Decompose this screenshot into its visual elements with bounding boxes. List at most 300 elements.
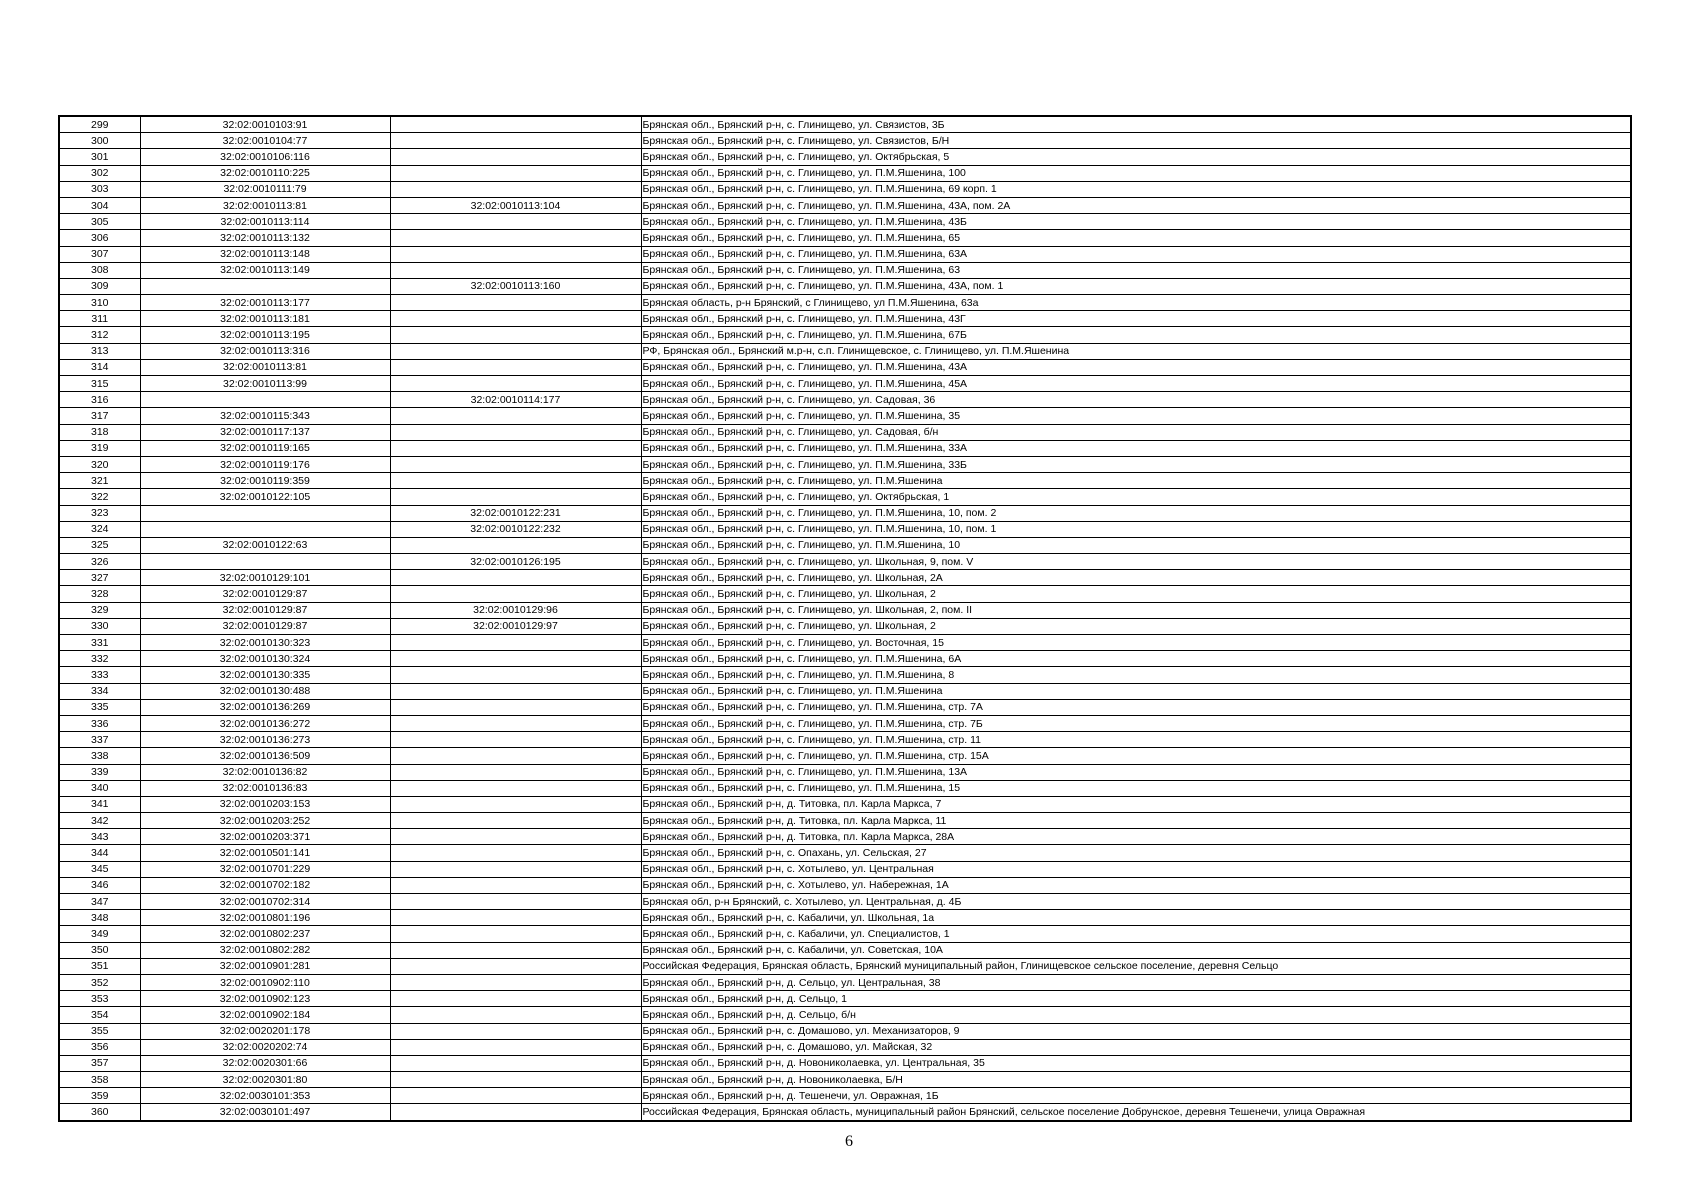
address: Брянская обл., Брянский р-н, с. Глинищево, ул. Садовая, 36	[641, 392, 1631, 408]
address: Брянская обл., Брянский р-н, д. Сельцо, ул. Центральная, 38	[641, 974, 1631, 990]
related-cadastral-number	[390, 780, 641, 796]
table-row	[59, 829, 1631, 845]
address: Брянская обл., Брянский р-н, с. Глинищево, ул. П.М.Яшенина, 43А	[641, 359, 1631, 375]
address: Брянская обл., Брянский р-н, с. Глинищево, ул. Октябрьская, 5	[641, 149, 1631, 165]
address: Брянская обл., Брянский р-н, с. Глинищево, ул. П.М.Яшенина, 33А	[641, 440, 1631, 456]
related-cadastral-number	[390, 537, 641, 553]
address: Брянская обл., Брянский р-н, д. Тешенечи, ул. Овражная, 1Б	[641, 1088, 1631, 1104]
table-row	[59, 813, 1631, 829]
table-row	[59, 262, 1631, 278]
cadastral-number: 32:02:0010701:229	[140, 861, 390, 877]
address: Брянская обл., Брянский р-н, с. Глинищево, ул. П.М.Яшенина, 45А	[641, 376, 1631, 392]
row-number: 329	[59, 602, 140, 618]
table-row	[59, 1023, 1631, 1039]
cadastral-number: 32:02:0010203:252	[140, 813, 390, 829]
row-number: 360	[59, 1104, 140, 1121]
cadastral-number: 32:02:0010113:81	[140, 197, 390, 213]
table-row	[59, 473, 1631, 489]
cadastral-number: 32:02:0010902:110	[140, 974, 390, 990]
table-row	[59, 910, 1631, 926]
related-cadastral-number	[390, 796, 641, 812]
related-cadastral-number	[390, 1088, 641, 1104]
related-cadastral-number	[390, 262, 641, 278]
cadastral-number: 32:02:0010136:272	[140, 715, 390, 731]
table-row	[59, 764, 1631, 780]
cadastral-number: 32:02:0010106:116	[140, 149, 390, 165]
table-row	[59, 1072, 1631, 1088]
table-row	[59, 894, 1631, 910]
address: Брянская обл, р-н Брянский, с. Хотылево, ул. Центральная, д. 4Б	[641, 894, 1631, 910]
cadastral-number: 32:02:0010119:165	[140, 440, 390, 456]
address: Брянская обл., Брянский р-н, с. Глинищево, ул. П.М.Яшенина, 8	[641, 667, 1631, 683]
address: Брянская обл., Брянский р-н, с. Глинищево, ул. П.М.Яшенина, 13А	[641, 764, 1631, 780]
address: Брянская обл., Брянский р-н, с. Домашово, ул. Механизаторов, 9	[641, 1023, 1631, 1039]
related-cadastral-number	[390, 1104, 641, 1121]
cadastral-number: 32:02:0020301:66	[140, 1055, 390, 1071]
related-cadastral-number	[390, 424, 641, 440]
table-row	[59, 1088, 1631, 1104]
related-cadastral-number	[390, 926, 641, 942]
related-cadastral-number	[390, 910, 641, 926]
related-cadastral-number	[390, 586, 641, 602]
row-number: 347	[59, 894, 140, 910]
related-cadastral-number	[390, 1007, 641, 1023]
related-cadastral-number	[390, 214, 641, 230]
table-row	[59, 278, 1631, 294]
row-number: 326	[59, 554, 140, 570]
row-number: 334	[59, 683, 140, 699]
address: Брянская обл., Брянский р-н, с. Кабаличи, ул. Советская, 10А	[641, 942, 1631, 958]
cadastral-number: 32:02:0010113:195	[140, 327, 390, 343]
related-cadastral-number	[390, 149, 641, 165]
cadastral-number: 32:02:0010136:82	[140, 764, 390, 780]
row-number: 327	[59, 570, 140, 586]
cadastral-number: 32:02:0010801:196	[140, 910, 390, 926]
table-row	[59, 343, 1631, 359]
cadastral-number: 32:02:0010802:237	[140, 926, 390, 942]
table-row	[59, 456, 1631, 472]
address: Брянская обл., Брянский р-н, с. Кабаличи, ул. Специалистов, 1	[641, 926, 1631, 942]
cadastral-number: 32:02:0010130:335	[140, 667, 390, 683]
address: Брянская обл., Брянский р-н, с. Хотылево, ул. Набережная, 1А	[641, 877, 1631, 893]
related-cadastral-number	[390, 230, 641, 246]
related-cadastral-number	[390, 133, 641, 149]
cadastral-number: 32:02:0020201:178	[140, 1023, 390, 1039]
table-row	[59, 796, 1631, 812]
table-row	[59, 991, 1631, 1007]
row-number: 346	[59, 877, 140, 893]
row-number: 355	[59, 1023, 140, 1039]
table-row	[59, 521, 1631, 537]
row-number: 304	[59, 197, 140, 213]
cadastral-number: 32:02:0010702:182	[140, 877, 390, 893]
row-number: 333	[59, 667, 140, 683]
address: Российская Федерация, Брянская область, Брянский муниципальный район, Глинищевское сельское поселение, деревня Сельцо	[641, 958, 1631, 974]
table-row	[59, 505, 1631, 521]
table-row	[59, 376, 1631, 392]
row-number: 325	[59, 537, 140, 553]
related-cadastral-number	[390, 489, 641, 505]
row-number: 356	[59, 1039, 140, 1055]
cadastral-number: 32:02:0010136:269	[140, 699, 390, 715]
related-cadastral-number: 32:02:0010126:195	[390, 554, 641, 570]
related-cadastral-number	[390, 942, 641, 958]
table-row	[59, 570, 1631, 586]
address: Брянская обл., Брянский р-н, с. Глинищево, ул. П.М.Яшенина, 43Б	[641, 214, 1631, 230]
row-number: 340	[59, 780, 140, 796]
row-number: 345	[59, 861, 140, 877]
related-cadastral-number	[390, 376, 641, 392]
table-row	[59, 214, 1631, 230]
cadastral-number	[140, 554, 390, 570]
related-cadastral-number	[390, 1055, 641, 1071]
table-row	[59, 1104, 1631, 1121]
cadastral-number: 32:02:0010113:132	[140, 230, 390, 246]
row-number: 315	[59, 376, 140, 392]
table-row	[59, 392, 1631, 408]
related-cadastral-number	[390, 732, 641, 748]
address: Брянская обл., Брянский р-н, д. Сельцо, б/н	[641, 1007, 1631, 1023]
row-number: 352	[59, 974, 140, 990]
register-table-body	[59, 116, 1631, 1121]
address: Брянская обл., Брянский р-н, с. Глинищево, ул. П.М.Яшенина, 10	[641, 537, 1631, 553]
table-row	[59, 1007, 1631, 1023]
related-cadastral-number	[390, 715, 641, 731]
address: Брянская обл., Брянский р-н, с. Глинищево, ул. П.М.Яшенина, 6А	[641, 651, 1631, 667]
row-number: 322	[59, 489, 140, 505]
address: Брянская обл., Брянский р-н, с. Глинищево, ул. П.М.Яшенина, стр. 7А	[641, 699, 1631, 715]
related-cadastral-number	[390, 181, 641, 197]
row-number: 341	[59, 796, 140, 812]
table-row	[59, 537, 1631, 553]
cadastral-number	[140, 521, 390, 537]
table-row	[59, 408, 1631, 424]
table-row	[59, 780, 1631, 796]
related-cadastral-number	[390, 246, 641, 262]
related-cadastral-number	[390, 829, 641, 845]
row-number: 309	[59, 278, 140, 294]
cadastral-number: 32:02:0010113:99	[140, 376, 390, 392]
address: Брянская обл., Брянский р-н, с. Глинищево, ул. П.М.Яшенина, 43А, пом. 2А	[641, 197, 1631, 213]
table-row	[59, 181, 1631, 197]
table-row	[59, 1039, 1631, 1055]
address: Брянская обл., Брянский р-н, с. Домашово, ул. Майская, 32	[641, 1039, 1631, 1055]
cadastral-number: 32:02:0010129:87	[140, 586, 390, 602]
table-row	[59, 554, 1631, 570]
row-number: 332	[59, 651, 140, 667]
table-row	[59, 683, 1631, 699]
cadastral-number: 32:02:0010113:114	[140, 214, 390, 230]
address: Брянская обл., Брянский р-н, с. Хотылево, ул. Центральная	[641, 861, 1631, 877]
cadastral-number: 32:02:0010702:314	[140, 894, 390, 910]
table-row	[59, 327, 1631, 343]
cadastral-number: 32:02:0010113:148	[140, 246, 390, 262]
related-cadastral-number	[390, 748, 641, 764]
row-number: 320	[59, 456, 140, 472]
row-number: 338	[59, 748, 140, 764]
address: Брянская обл., Брянский р-н, с. Глинищево, ул. П.М.Яшенина, 69 корп. 1	[641, 181, 1631, 197]
cadastral-number: 32:02:0010130:323	[140, 635, 390, 651]
row-number: 312	[59, 327, 140, 343]
related-cadastral-number	[390, 958, 641, 974]
row-number: 330	[59, 618, 140, 634]
address: Брянская обл., Брянский р-н, д. Титовка, пл. Карла Маркса, 7	[641, 796, 1631, 812]
table-row	[59, 311, 1631, 327]
address: Брянская обл., Брянский р-н, с. Глинищево, ул. П.М.Яшенина, 15	[641, 780, 1631, 796]
cadastral-number: 32:02:0010129:87	[140, 618, 390, 634]
related-cadastral-number	[390, 570, 641, 586]
row-number: 308	[59, 262, 140, 278]
row-number: 328	[59, 586, 140, 602]
table-row	[59, 295, 1631, 311]
row-number: 331	[59, 635, 140, 651]
related-cadastral-number	[390, 343, 641, 359]
row-number: 354	[59, 1007, 140, 1023]
row-number: 353	[59, 991, 140, 1007]
cadastral-number: 32:02:0010103:91	[140, 116, 390, 133]
address: Брянская обл., Брянский р-н, с. Глинищево, ул. П.М.Яшенина, 67Б	[641, 327, 1631, 343]
row-number: 335	[59, 699, 140, 715]
row-number: 310	[59, 295, 140, 311]
table-row	[59, 667, 1631, 683]
address: Брянская обл., Брянский р-н, с. Глинищево, ул. Восточная, 15	[641, 635, 1631, 651]
related-cadastral-number	[390, 764, 641, 780]
related-cadastral-number	[390, 845, 641, 861]
related-cadastral-number	[390, 991, 641, 1007]
address: Брянская обл., Брянский р-н, с. Глинищево, ул. Связистов, 3Б	[641, 116, 1631, 133]
row-number: 348	[59, 910, 140, 926]
related-cadastral-number	[390, 295, 641, 311]
cadastral-number: 32:02:0010203:371	[140, 829, 390, 845]
cadastral-number: 32:02:0010129:101	[140, 570, 390, 586]
address: Брянская обл., Брянский р-н, с. Глинищево, ул. Школьная, 2	[641, 586, 1631, 602]
row-number: 324	[59, 521, 140, 537]
related-cadastral-number	[390, 473, 641, 489]
row-number: 300	[59, 133, 140, 149]
address: Брянская обл., Брянский р-н, с. Глинищево, ул. П.М.Яшенина	[641, 683, 1631, 699]
related-cadastral-number: 32:02:0010129:97	[390, 618, 641, 634]
table-row	[59, 230, 1631, 246]
table-row	[59, 926, 1631, 942]
row-number: 337	[59, 732, 140, 748]
table-row	[59, 440, 1631, 456]
address: Брянская обл., Брянский р-н, с. Глинищево, ул. П.М.Яшенина, 43Г	[641, 311, 1631, 327]
row-number: 321	[59, 473, 140, 489]
table-row	[59, 116, 1631, 133]
table-row	[59, 602, 1631, 618]
related-cadastral-number	[390, 651, 641, 667]
table-row	[59, 1055, 1631, 1071]
cadastral-number: 32:02:0010113:177	[140, 295, 390, 311]
related-cadastral-number	[390, 1023, 641, 1039]
related-cadastral-number	[390, 974, 641, 990]
cadastral-number	[140, 278, 390, 294]
address: Брянская обл., Брянский р-н, с. Глинищево, ул. П.М.Яшенина	[641, 473, 1631, 489]
address: Брянская обл., Брянский р-н, с. Глинищево, ул. П.М.Яшенина, 63	[641, 262, 1631, 278]
address: Брянская обл., Брянский р-н, с. Глинищево, ул. Школьная, 2	[641, 618, 1631, 634]
table-row	[59, 359, 1631, 375]
row-number: 343	[59, 829, 140, 845]
row-number: 344	[59, 845, 140, 861]
related-cadastral-number: 32:02:0010122:231	[390, 505, 641, 521]
table-row	[59, 586, 1631, 602]
row-number: 301	[59, 149, 140, 165]
row-number: 339	[59, 764, 140, 780]
address: Брянская обл., Брянский р-н, с. Глинищево, ул. Садовая, б/н	[641, 424, 1631, 440]
cadastral-number: 32:02:0010136:273	[140, 732, 390, 748]
related-cadastral-number	[390, 311, 641, 327]
address: Брянская обл., Брянский р-н, с. Глинищево, ул. Школьная, 2А	[641, 570, 1631, 586]
cadastral-number: 32:02:0010901:281	[140, 958, 390, 974]
row-number: 307	[59, 246, 140, 262]
address: Брянская обл., Брянский р-н, д. Новониколаевка, ул. Центральная, 35	[641, 1055, 1631, 1071]
address: Брянская обл., Брянский р-н, с. Глинищево, ул. П.М.Яшенина, стр. 15А	[641, 748, 1631, 764]
cadastral-number: 32:02:0010111:79	[140, 181, 390, 197]
address: Брянская обл., Брянский р-н, с. Глинищево, ул. П.М.Яшенина, 33Б	[641, 456, 1631, 472]
row-number: 318	[59, 424, 140, 440]
address: Брянская обл., Брянский р-н, с. Глинищево, ул. П.М.Яшенина, 100	[641, 165, 1631, 181]
address: Брянская область, р-н Брянский, с Глинищево, ул П.М.Яшенина, 63а	[641, 295, 1631, 311]
cadastral-number: 32:02:0010130:324	[140, 651, 390, 667]
cadastral-number: 32:02:0010117:137	[140, 424, 390, 440]
related-cadastral-number: 32:02:0010122:232	[390, 521, 641, 537]
address: Брянская обл., Брянский р-н, с. Глинищево, ул. Октябрьская, 1	[641, 489, 1631, 505]
row-number: 306	[59, 230, 140, 246]
table-row	[59, 942, 1631, 958]
cadastral-number: 32:02:0010501:141	[140, 845, 390, 861]
related-cadastral-number	[390, 327, 641, 343]
address: Брянская обл., Брянский р-н, с. Глинищево, ул. П.М.Яшенина, стр. 11	[641, 732, 1631, 748]
cadastral-number: 32:02:0010802:282	[140, 942, 390, 958]
address: Брянская обл., Брянский р-н, д. Новониколаевка, Б/Н	[641, 1072, 1631, 1088]
address: РФ, Брянская обл., Брянский м.р-н, с.п. Глинищевское, с. Глинищево, ул. П.М.Яшенина	[641, 343, 1631, 359]
table-row	[59, 635, 1631, 651]
row-number: 303	[59, 181, 140, 197]
address: Брянская обл., Брянский р-н, с. Глинищево, ул. Школьная, 9, пом. V	[641, 554, 1631, 570]
cadastral-number: 32:02:0010136:83	[140, 780, 390, 796]
related-cadastral-number	[390, 813, 641, 829]
related-cadastral-number	[390, 635, 641, 651]
row-number: 316	[59, 392, 140, 408]
row-number: 357	[59, 1055, 140, 1071]
row-number: 317	[59, 408, 140, 424]
related-cadastral-number	[390, 440, 641, 456]
table-row	[59, 149, 1631, 165]
address: Российская Федерация, Брянская область, муниципальный район Брянский, сельское поселение Добрунское, деревня Тешенечи, улица Овражная	[641, 1104, 1631, 1121]
cadastral-number: 32:02:0020301:80	[140, 1072, 390, 1088]
table-row	[59, 197, 1631, 213]
row-number: 319	[59, 440, 140, 456]
cadastral-number: 32:02:0010122:63	[140, 537, 390, 553]
table-row	[59, 974, 1631, 990]
cadastral-number: 32:02:0010119:176	[140, 456, 390, 472]
table-row	[59, 618, 1631, 634]
table-row	[59, 732, 1631, 748]
cadastral-number: 32:02:0010104:77	[140, 133, 390, 149]
address: Брянская обл., Брянский р-н, с. Глинищево, ул. П.М.Яшенина, стр. 7Б	[641, 715, 1631, 731]
table-row	[59, 861, 1631, 877]
address: Брянская обл., Брянский р-н, д. Титовка, пл. Карла Маркса, 28А	[641, 829, 1631, 845]
table-row	[59, 246, 1631, 262]
cadastral-number: 32:02:0010122:105	[140, 489, 390, 505]
table-row	[59, 651, 1631, 667]
related-cadastral-number	[390, 456, 641, 472]
related-cadastral-number: 32:02:0010114:177	[390, 392, 641, 408]
table-row	[59, 877, 1631, 893]
address: Брянская обл., Брянский р-н, с. Глинищево, ул. П.М.Яшенина, 43А, пом. 1	[641, 278, 1631, 294]
address: Брянская обл., Брянский р-н, с. Глинищево, ул. П.М.Яшенина, 10, пом. 1	[641, 521, 1631, 537]
row-number: 351	[59, 958, 140, 974]
address: Брянская обл., Брянский р-н, с. Опахань, ул. Сельская, 27	[641, 845, 1631, 861]
table-row	[59, 489, 1631, 505]
related-cadastral-number	[390, 359, 641, 375]
table-row	[59, 748, 1631, 764]
cadastral-number: 32:02:0010129:87	[140, 602, 390, 618]
cadastral-number	[140, 392, 390, 408]
table-row	[59, 715, 1631, 731]
related-cadastral-number	[390, 667, 641, 683]
related-cadastral-number	[390, 165, 641, 181]
row-number: 305	[59, 214, 140, 230]
row-number: 359	[59, 1088, 140, 1104]
cadastral-number: 32:02:0020202:74	[140, 1039, 390, 1055]
cadastral-number: 32:02:0010130:488	[140, 683, 390, 699]
related-cadastral-number	[390, 116, 641, 133]
address: Брянская обл., Брянский р-н, с. Глинищево, ул. П.М.Яшенина, 63А	[641, 246, 1631, 262]
related-cadastral-number	[390, 861, 641, 877]
table-row	[59, 845, 1631, 861]
row-number: 342	[59, 813, 140, 829]
address: Брянская обл., Брянский р-н, с. Глинищево, ул. Связистов, Б/Н	[641, 133, 1631, 149]
register-table	[58, 115, 1632, 1122]
row-number: 311	[59, 311, 140, 327]
table-row	[59, 165, 1631, 181]
cadastral-number: 32:02:0010113:316	[140, 343, 390, 359]
page-number: 6	[845, 1133, 853, 1150]
row-number: 358	[59, 1072, 140, 1088]
address: Брянская обл., Брянский р-н, с. Глинищево, ул. П.М.Яшенина, 10, пом. 2	[641, 505, 1631, 521]
cadastral-number: 32:02:0010113:181	[140, 311, 390, 327]
related-cadastral-number	[390, 408, 641, 424]
address: Брянская обл., Брянский р-н, с. Глинищево, ул. Школьная, 2, пом. II	[641, 602, 1631, 618]
address: Брянская обл., Брянский р-н, с. Глинищево, ул. П.М.Яшенина, 35	[641, 408, 1631, 424]
address: Брянская обл., Брянский р-н, д. Титовка, пл. Карла Маркса, 11	[641, 813, 1631, 829]
row-number: 350	[59, 942, 140, 958]
address: Брянская обл., Брянский р-н, д. Сельцо, 1	[641, 991, 1631, 1007]
cadastral-number: 32:02:0010113:149	[140, 262, 390, 278]
address: Брянская обл., Брянский р-н, с. Глинищево, ул. П.М.Яшенина, 65	[641, 230, 1631, 246]
cadastral-number: 32:02:0010113:81	[140, 359, 390, 375]
row-number: 336	[59, 715, 140, 731]
related-cadastral-number: 32:02:0010129:96	[390, 602, 641, 618]
related-cadastral-number	[390, 699, 641, 715]
cadastral-number: 32:02:0010110:225	[140, 165, 390, 181]
cadastral-number: 32:02:0030101:497	[140, 1104, 390, 1121]
related-cadastral-number: 32:02:0010113:160	[390, 278, 641, 294]
cadastral-number: 32:02:0010136:509	[140, 748, 390, 764]
table-row	[59, 133, 1631, 149]
row-number: 313	[59, 343, 140, 359]
row-number: 349	[59, 926, 140, 942]
related-cadastral-number	[390, 1072, 641, 1088]
table-row	[59, 424, 1631, 440]
related-cadastral-number	[390, 683, 641, 699]
row-number: 299	[59, 116, 140, 133]
cadastral-number: 32:02:0030101:353	[140, 1088, 390, 1104]
cadastral-number: 32:02:0010203:153	[140, 796, 390, 812]
cadastral-number: 32:02:0010119:359	[140, 473, 390, 489]
related-cadastral-number	[390, 877, 641, 893]
